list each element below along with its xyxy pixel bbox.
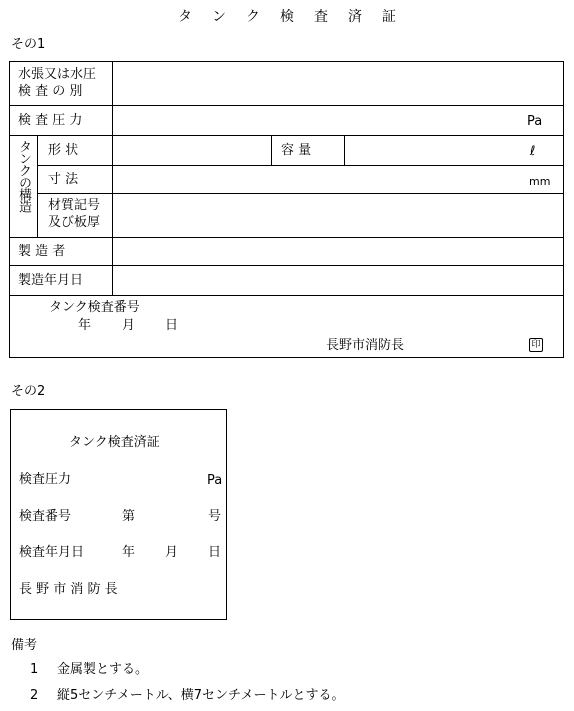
remarks-heading: 備考 (11, 638, 38, 653)
date-day: 日 (165, 318, 179, 333)
card-pressure-unit: Pa (207, 473, 223, 488)
label-line: 材質記号 (48, 198, 101, 213)
date-year: 年 (78, 318, 92, 333)
seal-mark: 印 (529, 338, 543, 352)
label-line: 水張又は水圧 (18, 67, 97, 82)
label-tank-structure: タンクの構造 (16, 140, 31, 212)
table-rule (344, 135, 345, 165)
remark-text: 金属製とする。 (57, 662, 149, 677)
dimensions-unit: mm (529, 175, 551, 188)
table-rule (9, 61, 564, 62)
part1-heading: その1 (11, 37, 46, 52)
label-test-pressure: 検 査 圧 力 (18, 113, 83, 128)
date-month: 月 (122, 318, 136, 333)
label-capacity: 容 量 (281, 143, 312, 158)
label-dimensions: 寸 法 (48, 172, 79, 187)
title-char: タ (178, 9, 192, 25)
table-rule (9, 265, 564, 266)
title-char: 証 (382, 9, 396, 25)
issuer-name: 長野市消防長 (326, 338, 405, 353)
label-manufacturer: 製 造 者 (18, 244, 66, 259)
card-pressure-label: 検査圧力 (19, 472, 72, 487)
title-char: ク (246, 9, 260, 25)
card-date-year: 年 (122, 545, 136, 560)
label-material (48, 197, 100, 231)
card-number-prefix: 第 (122, 509, 136, 524)
table-rule (9, 61, 10, 358)
table-rule (271, 135, 272, 165)
remark-number: 2 (30, 688, 39, 703)
title-char: 済 (348, 9, 362, 25)
card-issuer: 長 野 市 消 防 長 (19, 582, 118, 597)
table-rule (37, 165, 564, 166)
card-number-label: 検査番号 (19, 509, 72, 524)
table-rule (37, 193, 564, 194)
label-manufacture-date: 製造年月日 (18, 273, 84, 288)
label-shape: 形 状 (48, 143, 79, 158)
card-date-label: 検査年月日 (19, 545, 85, 560)
title-char: 検 (280, 9, 294, 25)
pressure-unit: Pa (527, 114, 543, 129)
table-rule (563, 61, 564, 358)
title-char: ン (212, 9, 226, 25)
table-rule (37, 135, 38, 237)
card-title: タンク検査済証 (69, 435, 160, 450)
card-date-month: 月 (165, 545, 179, 560)
table-rule (9, 357, 564, 358)
part2-heading: その2 (11, 384, 46, 399)
document-title (0, 6, 574, 26)
table-rule (9, 135, 564, 136)
label-test-type (18, 66, 106, 100)
table-rule (9, 105, 564, 106)
card-number-suffix: 号 (208, 509, 222, 524)
remark-number: 1 (30, 662, 39, 677)
label-line: 及び板厚 (48, 215, 101, 230)
title-char: 査 (314, 9, 328, 25)
card-date-day: 日 (208, 545, 222, 560)
label-inspection-number: タンク検査番号 (49, 300, 140, 315)
table-rule (9, 237, 564, 238)
label-line: 検 査 の 別 (18, 84, 83, 99)
table-rule (9, 295, 564, 296)
table-rule (112, 61, 113, 296)
capacity-unit: ℓ (530, 144, 536, 159)
remark-text: 縦5センチメートル、横7センチメートルとする。 (57, 688, 345, 703)
